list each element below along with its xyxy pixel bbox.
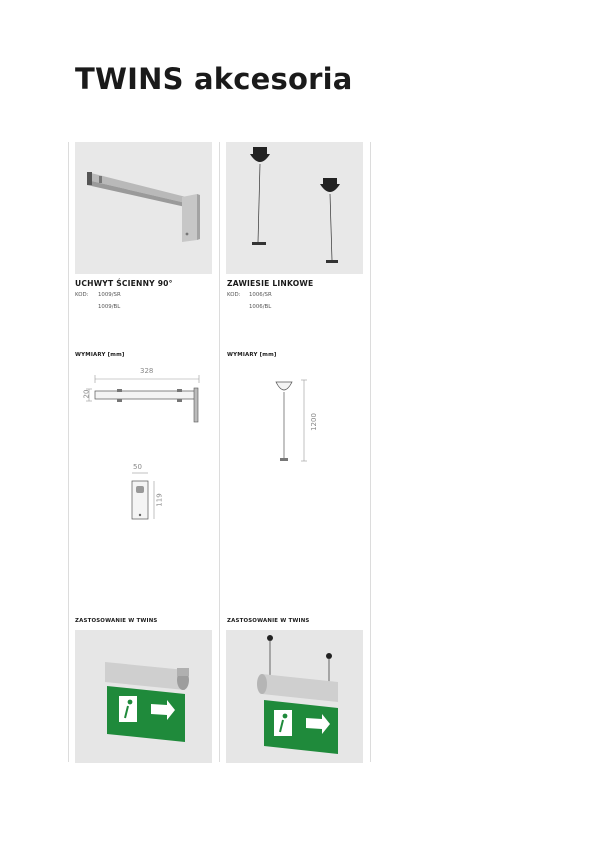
column-divider-right	[370, 142, 371, 762]
wall-bracket-image	[75, 142, 212, 274]
product-code: 1009/BL	[98, 304, 121, 310]
product-name-wall-bracket: UCHWYT ŚCIENNY 90°	[75, 279, 173, 288]
column-divider-mid	[219, 142, 220, 762]
usage-label: ZASTOSOWANIE W TWINS	[227, 618, 310, 624]
wall-bracket-dimension-drawing	[75, 365, 215, 535]
wire-suspension-image	[226, 142, 363, 274]
wire-suspension-photo	[226, 142, 363, 274]
dimension-height: 20	[82, 389, 91, 399]
product-code: 1006/BL	[249, 304, 272, 310]
product-code: 1009/SR	[98, 292, 121, 298]
wall-bracket-photo	[75, 142, 212, 274]
product-code: 1006/SR	[249, 292, 272, 298]
exit-sign-suspended-image	[226, 630, 363, 763]
exit-sign-wall-mounted-image	[75, 630, 212, 763]
usage-photo-wall	[75, 630, 212, 763]
dimension-plate-height: 119	[155, 493, 164, 507]
wire-suspension-dimension-drawing	[270, 372, 330, 472]
dimension-plate-width: 50	[133, 463, 142, 471]
code-label: KOD:	[75, 292, 89, 298]
page-title: TWINS akcesoria	[75, 62, 353, 96]
usage-label: ZASTOSOWANIE W TWINS	[75, 618, 158, 624]
product-name-wire-suspension: ZAWIESIE LINKOWE	[227, 279, 314, 288]
code-label: KOD:	[227, 292, 241, 298]
dimensions-label: WYMIARY [mm]	[227, 352, 277, 358]
dimension-length: 328	[140, 367, 154, 375]
dimension-wire-length: 1200	[309, 413, 318, 431]
usage-photo-suspended	[226, 630, 363, 763]
dimensions-label: WYMIARY [mm]	[75, 352, 125, 358]
column-divider-left	[68, 142, 69, 762]
